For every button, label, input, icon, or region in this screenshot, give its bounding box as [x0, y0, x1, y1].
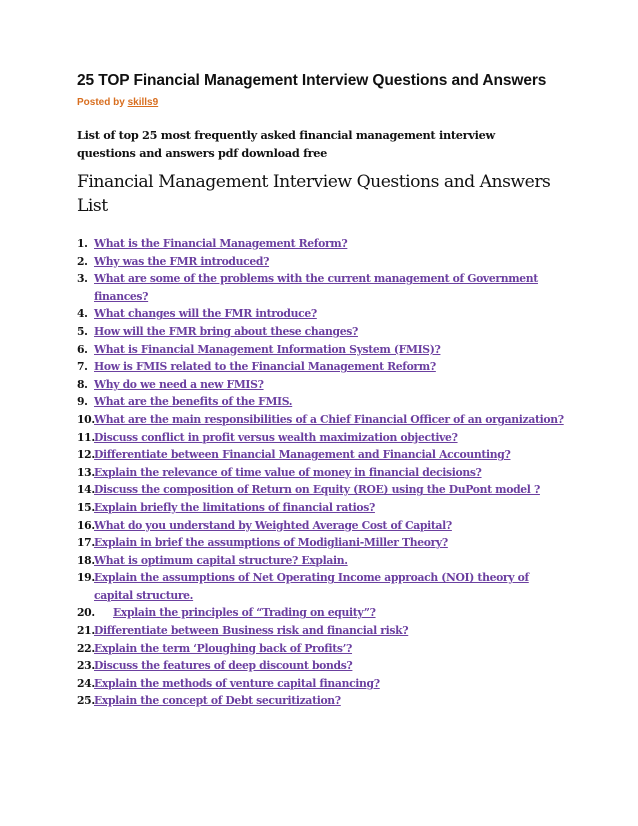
question-number: 5.	[77, 324, 88, 338]
question-item	[77, 376, 567, 394]
author-link[interactable]: skills9	[127, 97, 159, 108]
question-link[interactable]: Explain the relevance of time value of money in financial decisions?	[94, 465, 482, 479]
question-number: 1.	[77, 237, 88, 250]
question-list	[77, 235, 567, 710]
question-number: 3.	[77, 272, 88, 286]
question-item	[77, 358, 567, 376]
question-link[interactable]: Discuss the features of deep discount bonds?	[94, 659, 353, 673]
question-number: 12.	[77, 448, 95, 462]
question-link[interactable]: How is FMIS related to the Financial Management Reform?	[94, 360, 436, 374]
question-number: 23.	[77, 659, 95, 673]
question-number: 15.	[77, 500, 95, 514]
question-link[interactable]: Discuss conflict in profit versus wealth maximization objective?	[94, 430, 458, 444]
question-number: 14.	[77, 483, 95, 497]
question-number: 4.	[77, 307, 88, 321]
question-number: 17.	[77, 536, 95, 550]
question-link[interactable]: Differentiate between Business risk and financial risk?	[94, 624, 409, 638]
question-item	[77, 569, 567, 604]
question-item	[77, 657, 567, 675]
question-item	[77, 235, 567, 253]
question-item	[77, 253, 567, 271]
question-link[interactable]: Differentiate between Financial Management and Financial Accounting?	[94, 448, 511, 462]
question-number: 10.	[77, 412, 95, 426]
question-number: 20.	[77, 606, 95, 620]
question-item	[77, 411, 567, 429]
posted-by-line	[77, 97, 158, 108]
question-link[interactable]: What changes will the FMR introduce?	[94, 307, 317, 321]
question-link[interactable]: What is optimum capital structure? Explain.	[94, 553, 348, 567]
question-item	[77, 692, 567, 710]
intro-paragraph: List of top 25 most frequently asked financial management interview questions and answers pdf download free	[77, 128, 495, 160]
question-number: 25.	[77, 694, 95, 708]
question-item	[77, 552, 567, 570]
question-link[interactable]: What are some of the problems with the current management of Government finances?	[94, 272, 538, 303]
posted-by-label: Posted by	[77, 97, 125, 108]
question-item	[77, 429, 567, 447]
question-item	[77, 534, 567, 552]
question-link[interactable]: What is Financial Management Information System (FMIS)?	[94, 342, 441, 356]
question-link[interactable]: Why do we need a new FMIS?	[94, 377, 264, 391]
question-number: 13.	[77, 465, 95, 479]
question-number: 18.	[77, 553, 95, 567]
question-link[interactable]: What are the benefits of the FMIS.	[94, 395, 293, 409]
question-item	[77, 341, 567, 359]
question-item	[77, 464, 567, 482]
question-item	[77, 675, 567, 693]
question-number: 24.	[77, 676, 95, 690]
question-link[interactable]: Why was the FMR introduced?	[94, 254, 270, 268]
question-number: 9.	[77, 395, 88, 409]
question-link[interactable]: What are the main responsibilities of a Chief Financial Officer of an organization?	[94, 412, 564, 426]
question-item	[77, 323, 567, 341]
question-link[interactable]: Discuss the composition of Return on Equity (ROE) using the DuPont model ?	[94, 483, 540, 497]
question-item	[77, 393, 567, 411]
question-item	[77, 604, 567, 622]
question-item	[77, 481, 567, 499]
question-link[interactable]: Explain the assumptions of Net Operating Income approach (NOI) theory of capital structure.	[94, 571, 529, 602]
question-link[interactable]: Explain the term ‘Ploughing back of Profits’?	[94, 641, 353, 655]
question-item	[77, 499, 567, 517]
question-number: 21.	[77, 624, 95, 638]
question-item	[77, 622, 567, 640]
question-number: 16.	[77, 518, 95, 532]
question-item	[77, 270, 567, 305]
question-item	[77, 517, 567, 535]
list-heading: Financial Management Interview Questions and Answers List	[77, 172, 551, 216]
question-link[interactable]: Explain the concept of Debt securitization?	[94, 694, 341, 708]
question-number: 19.	[77, 571, 95, 585]
question-number: 2.	[77, 254, 88, 268]
question-link[interactable]: What is the Financial Management Reform?	[94, 237, 348, 250]
question-number: 6.	[77, 342, 88, 356]
question-item	[77, 305, 567, 323]
question-number: 11.	[77, 430, 95, 444]
document-title: 25 TOP Financial Management Interview Questions and Answers	[77, 72, 547, 89]
question-link[interactable]: Explain the principles of “Trading on equity”?	[113, 606, 376, 620]
question-link[interactable]: Explain the methods of venture capital financing?	[94, 676, 380, 690]
question-link[interactable]: Explain briefly the limitations of financial ratios?	[94, 500, 375, 514]
question-number: 22.	[77, 641, 95, 655]
question-number: 8.	[77, 377, 88, 391]
question-link[interactable]: How will the FMR bring about these changes?	[94, 324, 358, 338]
question-number: 7.	[77, 360, 88, 374]
question-item	[77, 446, 567, 464]
question-item	[77, 640, 567, 658]
question-link[interactable]: Explain in brief the assumptions of Modigliani-Miller Theory?	[94, 536, 448, 550]
question-link[interactable]: What do you understand by Weighted Average Cost of Capital?	[94, 518, 452, 532]
